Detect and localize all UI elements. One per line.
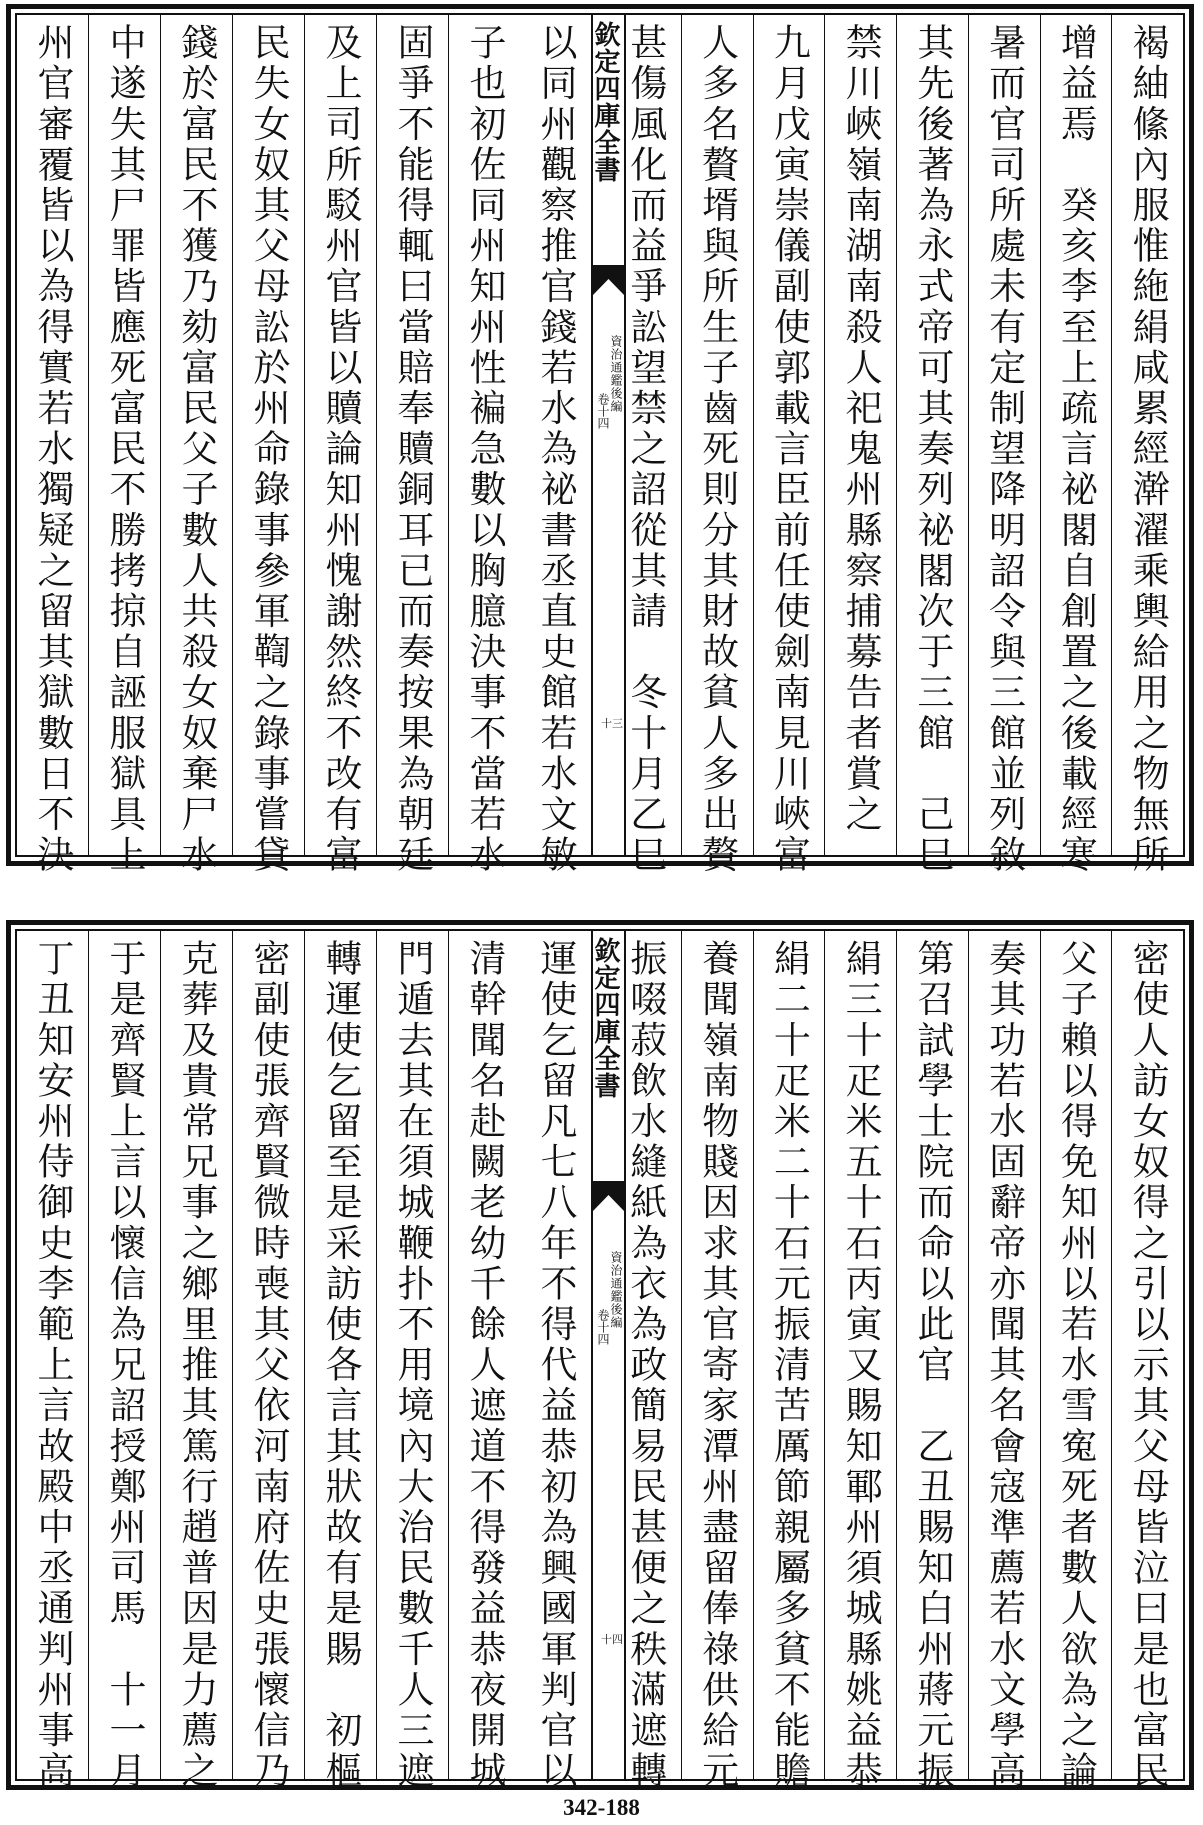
top-right-half (610, 15, 1183, 876)
text-column: 運使乞留凡七八年不得代益恭初為興國軍判官以 (534, 939, 577, 1792)
text-column: 門遁去其在須城鞭扑不用境內大治民數千人三遮 (376, 931, 448, 1779)
text-column: 奏其功若水固辭帝亦聞其名會寇準薦若水文學高 (968, 931, 1040, 1779)
text-column: 絹三十疋米五十石丙寅又賜知鄆州須城縣姚益恭 (824, 931, 896, 1779)
text-column: 九月戊寅崇儀副使郭載言臣前任使劍南見川峽富 (753, 15, 825, 855)
text-column: 人多名贅壻與所生子齒死則分其財故貧人多出贅 (681, 15, 753, 855)
text-column: 清幹聞名赴闕老幼千餘人遮道不得發益恭夜開城 (448, 931, 520, 1779)
text-column: 暑而官司所處未有定制望降明詔令與三館並列敘 (968, 15, 1040, 855)
text-column: 褐紬絛內服惟絁絹咸累經澣濯乘輿給用之物無所 (1111, 15, 1183, 855)
fishtail-mark-icon (593, 1181, 624, 1211)
text-column: 第召試學士院而命以此官 乙丑賜知白州蔣元振 (896, 931, 968, 1779)
text-column: 絹二十疋米二十石元振清苦厲節親屬多貧不能贍 (753, 931, 825, 1779)
bottom-page-frame (6, 920, 1194, 1790)
text-column: 以同州觀察推官錢若水為祕書丞直史館若水文敏 (534, 23, 577, 876)
text-column: 子也初佐同州知州性褊急數以胸臆決事不當若水 (448, 15, 520, 855)
text-column: 固爭不能得輒曰當賠奉贖銅耳已而奏按果為朝廷 (376, 15, 448, 855)
folio-number: 十四 (601, 1633, 623, 1646)
series-title: 資治通鑑後編 (609, 1251, 623, 1329)
page-number: 342-188 (563, 1795, 640, 1820)
text-column: 州官審覆皆以為得實若水獨疑之留其獄數日不決 (31, 23, 74, 876)
center-fold-margin (591, 15, 626, 855)
bottom-page-inner-border (15, 929, 1185, 1792)
bottom-right-half (610, 931, 1183, 1792)
text-column: 錢於富民不獲乃劾富民父子數人共殺女奴棄尸水 (160, 15, 232, 855)
text-column: 父子賴以得免知州以若水雪寃死者數人欲為之論 (1040, 931, 1112, 1779)
text-column: 克葬及貴常兄事之鄉里推其篤行趙普因是力薦之 (160, 931, 232, 1779)
text-column: 養聞嶺南物賤因求其官寄家潭州盡留俸祿供給元 (681, 931, 753, 1779)
text-column: 及上司所駁州官皆以贖論知州愧謝然終不改有富 (304, 15, 376, 855)
juan-label: 卷十四 (596, 393, 610, 429)
text-column: 丁丑知安州侍御史李範上言故殿中丞通判州事高 (31, 939, 74, 1792)
text-column: 振啜菽飲水縫紙為衣為政簡易民甚便之秩滿遮轉 (623, 939, 667, 1792)
series-title: 資治通鑑後編 (609, 335, 623, 413)
bottom-left-half (17, 931, 591, 1792)
top-page-frame (6, 4, 1194, 876)
top-left-half (17, 15, 591, 876)
fishtail-mark-icon (593, 265, 624, 295)
text-column: 甚傷風化而益爭訟望禁之詔從其請 冬十月乙巳 (623, 23, 667, 876)
book-title-header: 欽定四庫全書 (590, 937, 620, 1099)
top-page-inner-border (15, 13, 1185, 876)
text-column: 于是齊賢上言以懷信為兄詔授鄭州司馬 十一月 (88, 931, 160, 1779)
text-column: 民失女奴其父母訟於州命錄事參軍鞫之錄事嘗貸 (232, 15, 304, 855)
text-column: 密副使張齊賢微時喪其父依河南府佐史張懷信乃 (232, 931, 304, 1779)
text-column: 轉運使乞留至是采訪使各言其狀故有是賜 初樞 (304, 931, 376, 1779)
folio-number: 十三 (601, 717, 623, 730)
center-fold-margin (591, 931, 626, 1779)
text-column: 其先後著為永式帝可其奏列祕閣次于三館 己巳 (896, 15, 968, 855)
juan-label: 卷十四 (596, 1309, 610, 1345)
text-column: 密使人訪女奴得之引以示其父母皆泣曰是也富民 (1111, 931, 1183, 1779)
text-column: 增益焉 癸亥李至上疏言祕閣自創置之後載經寒 (1040, 15, 1112, 855)
book-title-header: 欽定四庫全書 (590, 21, 620, 183)
text-column: 禁川峽嶺南湖南殺人祀鬼州縣察捕募告者賞之 (824, 15, 896, 855)
text-column: 中遂失其尸罪皆應死富民不勝拷掠自誣服獄具上 (88, 15, 160, 855)
